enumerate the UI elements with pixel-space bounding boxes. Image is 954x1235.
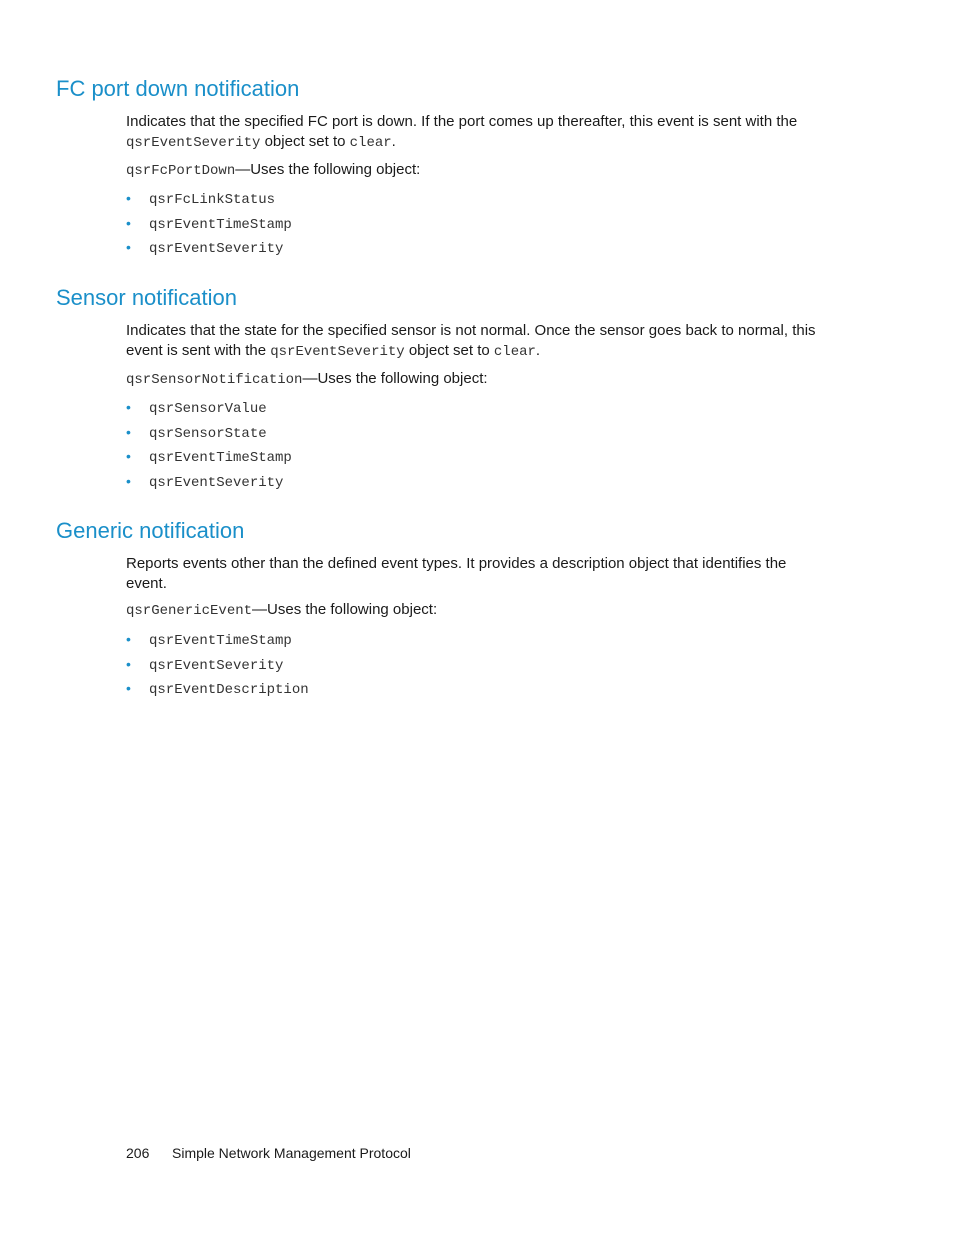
bullet-icon: • [126,448,131,464]
description-text: Indicates that the specified FC port is down. If the port comes up thereafter, this event is sent with the [126,113,798,130]
object-lead-line [126,160,420,181]
inline-code: qsrEventSeverity [270,343,405,360]
object-lead-line [126,369,488,390]
object-name: qsrEventSeverity [149,657,284,674]
object-name: qsrEventSeverity [149,241,284,257]
lead-text: —Uses the following object: [302,370,488,387]
bullet-icon: • [126,423,131,440]
section-heading-fc-port-down: FC port down notification [56,76,300,101]
inline-code: qsrGenericEvent [126,603,253,619]
bullet-icon: • [126,239,131,255]
chapter-title: Simple Network Management Protocol [172,1145,411,1161]
description-text: Reports events other than the defined event types. It provides a description object that identifies the event. [126,555,787,592]
section-heading-sensor: Sensor notification [56,285,237,310]
inline-code: clear [349,134,392,151]
inline-code: qsrSensorNotification [126,372,303,388]
section-description [126,554,816,593]
description-text: . [535,341,541,359]
bullet-icon: • [126,214,131,231]
inline-code: clear [493,343,536,360]
description-text: Indicates that the state for the specified sensor is not normal. Once the sensor goes back to normal, this event is sent with the [126,322,816,359]
bullet-icon: • [126,680,131,696]
bullet-icon: • [126,631,131,647]
object-name: qsrFcLinkStatus [149,192,276,208]
page-number: 206 [126,1145,150,1161]
lead-text: —Uses the following object: [252,601,438,618]
description-text: object set to [260,132,350,150]
object-name: qsrSensorValue [149,401,267,417]
object-name: qsrEventSeverity [149,474,284,491]
object-lead-line [126,600,437,621]
bullet-icon: • [126,472,131,489]
object-name: qsrEventTimeStamp [149,216,292,233]
object-name: qsrSensorState [149,425,267,442]
object-name: qsrEventTimeStamp [149,633,292,649]
description-text: . [391,132,396,150]
section-description [126,321,816,362]
section-heading-generic: Generic notification [56,518,245,543]
object-name: qsrEventDescription [149,682,309,698]
section-description [126,112,816,153]
bullet-icon: • [126,190,131,206]
inline-code: qsrFcPortDown [126,163,236,179]
lead-text: —Uses the following object: [235,161,421,178]
object-name: qsrEventTimeStamp [149,450,292,466]
inline-code: qsrEventSeverity [126,134,261,151]
page-footer [126,1144,411,1162]
bullet-icon: • [126,655,131,672]
bullet-icon: • [126,399,131,415]
description-text: object set to [404,341,494,359]
